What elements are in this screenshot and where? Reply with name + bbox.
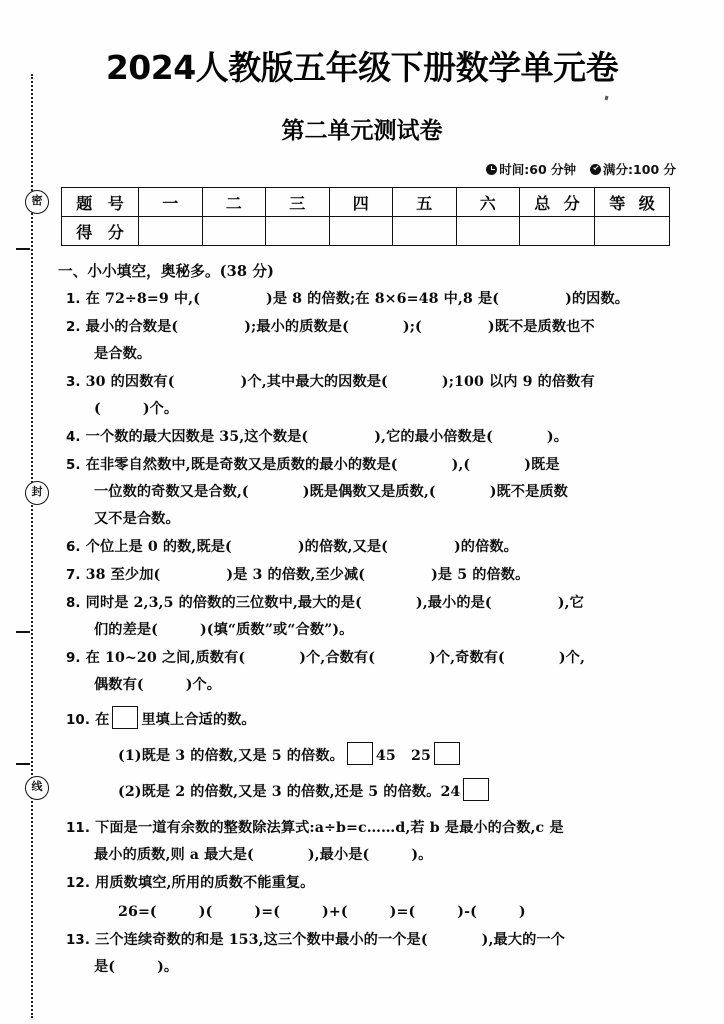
seal-char-xian: 线 [25, 776, 49, 800]
seal-char-mi: 密 [25, 190, 49, 214]
equation-text: )-( [457, 904, 477, 920]
question-text: 用质数填空,所用的质数不能重复。 [95, 875, 315, 891]
answer-box[interactable] [347, 742, 373, 765]
question-text: 30 的因数有( [85, 374, 175, 390]
question-continuation [86, 954, 676, 981]
sub-label: (1)既是 3 的倍数,又是 5 的倍数。 [118, 748, 344, 764]
question-text: )。 [546, 429, 569, 445]
question-continuation [86, 617, 676, 644]
question-text: ),它的最小倍数是( [374, 429, 493, 445]
question-10-sub-2 [86, 778, 676, 806]
sub-value: 24 [440, 784, 461, 800]
row-header-question-number: 题 号 [62, 188, 139, 217]
question-text: )既不是质数 [489, 484, 568, 500]
question-text: 最小的合数是( [85, 319, 179, 335]
question-text: )既是 [524, 457, 560, 473]
seal-tick-mark [16, 763, 30, 765]
fullscore-meta [590, 160, 676, 178]
spacer [58, 808, 676, 814]
score-cell-q1[interactable] [139, 217, 203, 246]
question-text: 在 10~20 之间,质数有( [85, 650, 246, 666]
question-4 [58, 424, 676, 451]
sub-label: (2)既是 2 的倍数,又是 3 的倍数,还是 5 的倍数。 [118, 784, 441, 800]
question-text: ),它 [557, 595, 584, 611]
question-text: )个,其中最大的因数是( [240, 374, 388, 390]
page-title: 2024人教版五年级下册数学单元卷 [105, 48, 619, 87]
score-table [61, 187, 670, 246]
section-heading-1: 一、小小填空，奥秘多。(38 分) [58, 263, 275, 280]
question-10 [58, 706, 676, 806]
question-text: 三个连续奇数的和是 153,这三个数中最小的一个是( [95, 932, 428, 948]
cell-q2: 二 [202, 188, 266, 217]
question-text: 是合数。 [94, 346, 152, 362]
question-text: ),最小是( [307, 847, 370, 863]
scan-speck [604, 96, 608, 101]
cell-grade: 等 级 [595, 188, 670, 217]
cell-total: 总 分 [520, 188, 595, 217]
question-continuation [86, 479, 676, 506]
equation-text: 26=( [118, 904, 157, 920]
question-text: 最小的质数,则 a 最大是( [94, 847, 254, 863]
question-7 [58, 562, 676, 589]
question-text: 又不是合数。 [94, 511, 180, 527]
question-continuation [86, 672, 676, 699]
table-row-scores [62, 217, 670, 246]
page-subtitle: 第二单元测试卷 [281, 118, 443, 144]
question-number: 10. [66, 713, 91, 728]
question-number: 7. [66, 568, 81, 583]
question-text: )(填“质数”或“合数”)。 [199, 622, 354, 638]
question-number: 2. [66, 320, 81, 335]
question-text: )既是偶数又是质数,( [302, 484, 436, 500]
question-text: 在 [95, 712, 110, 728]
question-number: 12. [66, 876, 91, 891]
seal-char-feng: 封 [25, 481, 49, 505]
equation-text: )=( [389, 904, 416, 920]
fullscore-label: 满分:100 分 [603, 162, 676, 177]
question-text: )的倍数。 [453, 539, 518, 555]
question-text: 里填上合适的数。 [141, 712, 256, 728]
question-text: 是( [94, 959, 116, 975]
question-text: ( [94, 401, 101, 417]
question-text: 在非零自然数中,既是奇数又是质数的最小的数是( [85, 457, 398, 473]
question-5 [58, 452, 676, 533]
question-number: 8. [66, 596, 81, 611]
question-text: ),( [451, 457, 471, 473]
cell-q6: 六 [456, 188, 520, 217]
question-text: 同时是 2,3,5 的倍数的三位数中,最大的是( [85, 595, 362, 611]
question-number: 1. [66, 292, 81, 307]
question-9 [58, 645, 676, 699]
question-text: 下面是一道有余数的整数除法算式:a÷b=c……d,若 b 是最小的合数,c 是 [95, 820, 564, 836]
question-text: )是 3 的倍数,至少减( [226, 567, 366, 583]
question-6 [58, 534, 676, 561]
question-text: 个位上是 0 的数,既是( [85, 539, 232, 555]
answer-box[interactable] [463, 778, 489, 801]
exam-meta [486, 160, 676, 178]
time-label: 时间:60 分钟 [499, 162, 577, 177]
cell-q4: 四 [329, 188, 393, 217]
question-text: 一位数的奇数又是合数,( [94, 484, 249, 500]
table-row-question-numbers [62, 188, 670, 217]
question-text: )是 5 的倍数。 [431, 567, 530, 583]
question-12 [58, 870, 676, 926]
score-cell-q4[interactable] [329, 217, 393, 246]
question-text: )个。 [142, 401, 179, 417]
question-1 [58, 286, 676, 313]
score-cell-total[interactable] [520, 217, 595, 246]
cell-q1: 一 [139, 188, 203, 217]
answer-box[interactable] [112, 706, 138, 729]
sub-value: 45 [375, 748, 396, 764]
question-text: 在 72÷8=9 中,( [85, 291, 201, 307]
cell-q5: 五 [393, 188, 457, 217]
seal-tick-mark [16, 631, 30, 633]
question-text: 38 至少加( [85, 567, 161, 583]
question-text: )个,奇数有( [429, 650, 505, 666]
time-meta [486, 160, 576, 178]
sub-value: 25 [410, 748, 431, 764]
equation-text: )+( [322, 904, 348, 920]
question-number: 4. [66, 430, 81, 445]
question-number: 6. [66, 540, 81, 555]
question-number: 11. [66, 821, 91, 836]
question-11 [58, 815, 676, 869]
question-number: 13. [66, 933, 91, 948]
seal-tick-mark [16, 248, 30, 250]
question-continuation [86, 842, 676, 869]
question-number: 5. [66, 458, 81, 473]
equation-text: )( [198, 904, 213, 920]
question-13 [58, 927, 676, 981]
question-3 [58, 369, 676, 423]
question-text: )个。 [185, 677, 222, 693]
question-8 [58, 590, 676, 644]
question-text: )。 [411, 847, 433, 863]
check-circle-icon [590, 164, 601, 175]
equation-text: ) [518, 904, 526, 920]
question-number: 9. [66, 651, 81, 666]
question-continuation [86, 396, 676, 423]
question-text: ),最大的一个 [481, 932, 565, 948]
seal-dotted-line [31, 74, 36, 1018]
question-12-equation [86, 899, 676, 926]
score-cell-q3[interactable] [266, 217, 330, 246]
question-text: )个,合数有( [299, 650, 376, 666]
score-cell-q5[interactable] [393, 217, 457, 246]
answer-box[interactable] [434, 742, 460, 765]
question-text: )是 8 的倍数;在 8×6=48 中,8 是( [266, 291, 500, 307]
question-text: ),最小的是( [415, 595, 492, 611]
score-cell-q6[interactable] [456, 217, 520, 246]
question-text: )的倍数,又是( [297, 539, 388, 555]
row-header-score: 得 分 [62, 217, 139, 246]
question-2 [58, 314, 676, 368]
question-text: );100 以内 9 的倍数有 [441, 374, 595, 390]
question-text: 偶数有( [94, 677, 144, 693]
question-text: 一个数的最大因数是 35,这个数是( [85, 429, 309, 445]
cell-q3: 三 [266, 188, 330, 217]
question-text: );( [402, 319, 422, 335]
exam-body [58, 258, 676, 981]
clock-icon [486, 164, 497, 175]
question-text: )个, [558, 650, 585, 666]
equation-text: )=( [254, 904, 281, 920]
question-text: 们的差是( [94, 622, 158, 638]
question-number: 3. [66, 375, 81, 390]
question-text: )的因数。 [565, 291, 630, 307]
question-10-sub-1 [86, 742, 676, 770]
spacer [58, 699, 676, 705]
question-text: )。 [157, 959, 179, 975]
score-cell-q2[interactable] [202, 217, 266, 246]
question-text: );最小的质数是( [244, 319, 349, 335]
question-text: )既不是质数也不 [487, 319, 595, 335]
score-cell-grade[interactable] [595, 217, 670, 246]
